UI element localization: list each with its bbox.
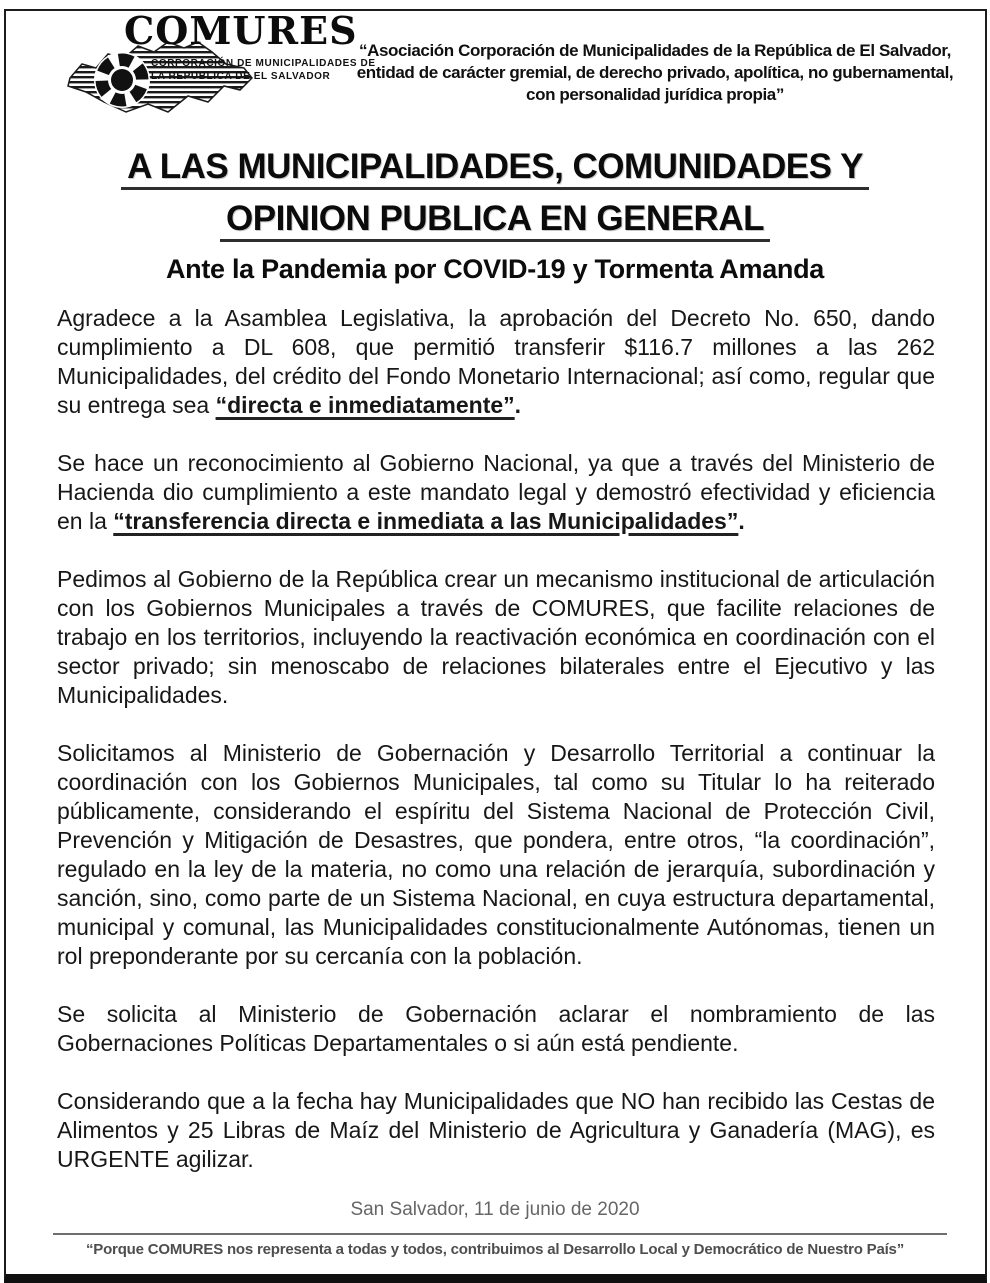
comures-emblem-icon	[94, 52, 150, 108]
paragraph-4: Solicitamos al Ministerio de Gobernación y Desarrollo Territorial a continuar la coordinación con los Gobiernos Municipales, tal como su Titular lo ha reiterado públicamente, considerando el espíritu del Sistema Nacional de Protección Civil, Prevención y Mitigación de Desastres, que pondera, entre otros, “la coordinación”, regulado en la ley de la materia, no como una relación de jerarquía, subordinación y sanción, sino, como parte de un Sistema Nacional, en cuya estructura departamental, municipal y comunal, las Municipalidades constitucionalmente Autónomas, tienen un rol preponderante por su cercanía con la población.	[57, 740, 935, 969]
document-title-line1: A LAS MUNICIPALIDADES, COMUNIDADES Y	[121, 147, 869, 190]
paragraph-1-suffix: .	[514, 392, 522, 418]
dateline: San Salvador, 11 de junio de 2020	[350, 1199, 640, 1220]
document-title	[0, 141, 990, 245]
footer-quote: “Porque COMURES nos representa a todas y todos, contribuimos al Desarrollo Local y Democrático de Nuestro País”	[85, 1241, 904, 1258]
letterhead-quote-line2: entidad de carácter gremial, de derecho privado, apolítica, no gubernamental,	[356, 63, 954, 82]
logo-subtitle-line2: LA REPUBLICA DE EL SALVADOR	[151, 71, 331, 82]
letterhead-quote	[330, 40, 980, 106]
paragraph-2-text: Se hace un reconocimiento al Gobierno Nacional, ya que a través del Ministerio de Hacienda dio cumplimiento a este mandato legal y demostró efectividad y eficiencia en la	[57, 450, 935, 534]
paragraph-6: Considerando que a la fecha hay Municipalidades que NO han recibido las Cestas de Alimentos y 25 Libras de Maíz del Ministerio de Agricultura y Ganadería (MAG), es URGENTE agilizar.	[57, 1088, 935, 1172]
document-body	[57, 304, 935, 1203]
paragraph-2-suffix: .	[738, 508, 745, 534]
footer-divider	[53, 1233, 947, 1235]
letterhead-quote-line1: “Asociación Corporación de Municipalidades de la República de El Salvador,	[358, 41, 951, 60]
paragraph-2-emphasis: “transferencia directa e inmediata a las Municipalidades”	[113, 508, 739, 534]
paragraph-1-text: Agradece a la Asamblea Legislativa, la aprobación del Decreto No. 650, dando cumplimiento a DL 608, que permitió transferir $116.7 millones a las 262 Municipalidades, del crédito del Fondo Monetario Internacional; así como, regular que su entrega sea	[57, 305, 935, 418]
paragraph-1	[57, 304, 935, 420]
paragraph-5: Se solicita al Ministerio de Gobernación aclarar el nombramiento de las Gobernaciones Políticas Departamentales o si aún está pendiente.	[57, 1001, 935, 1056]
document-title-line2: OPINION PUBLICA EN GENERAL	[220, 199, 770, 242]
letterhead-quote-line3: con personalidad jurídica propia”	[526, 85, 784, 104]
logo-wordmark: COMURES	[124, 8, 358, 53]
paragraph-2	[57, 449, 935, 536]
paragraph-3: Pedimos al Gobierno de la República crear un mecanismo institucional de articulación con los Gobiernos Municipales a través de COMURES, que facilite relaciones de trabajo en los territorios, incluyendo la reactivación económica en coordinación con el sector privado; sin menoscabo de relaciones bilaterales entre el Ejecutivo y las Municipalidades.	[57, 566, 935, 708]
logo-subtitle-line1: CORPORACIÓN DE MUNICIPALIDADES DE	[151, 58, 376, 69]
paragraph-1-emphasis: “directa e inmediatamente”	[215, 392, 515, 418]
document-subtitle: Ante la Pandemia por COVID-19 y Tormenta Amanda	[165, 254, 825, 284]
